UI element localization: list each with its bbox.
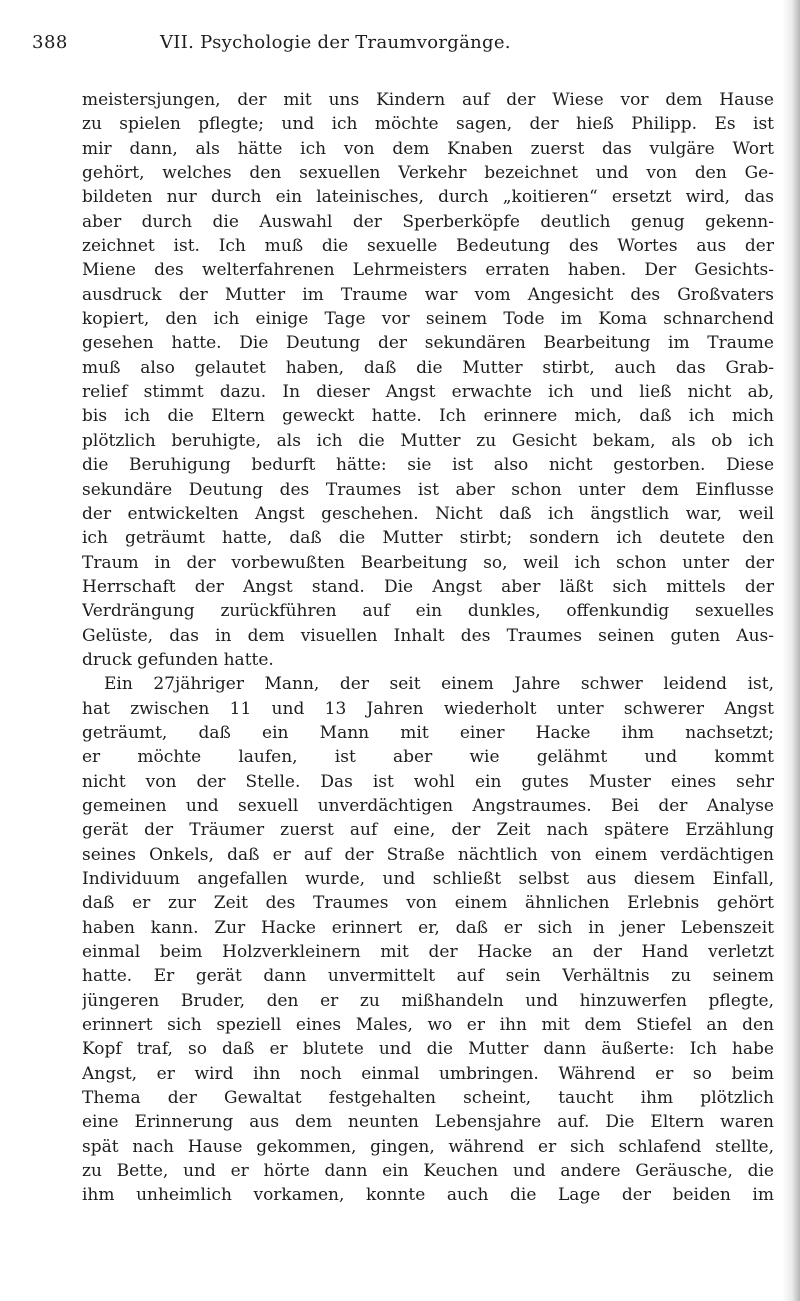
text-line: erinnert sich speziell eines Males, wo er ihn mit dem Stiefel an den — [82, 1015, 774, 1036]
text-line: plötzlich beruhigte, als ich die Mutter zu Gesicht bekam, als ob ich — [82, 430, 774, 451]
text-line: daß er zur Zeit des Traumes von einem ähnlichen Erlebnis gehört — [82, 893, 774, 914]
text-line: Verdrängung zurückführen auf ein dunkles, offenkundig sexuelles — [82, 601, 774, 622]
text-line: gehört, welches den sexuellen Verkehr bezeichnet und von den Ge- — [82, 163, 774, 184]
text-line: Kopf traf, so daß er blutete und die Mutter dann äußerte: Ich habe — [82, 1039, 774, 1060]
text-line: ich geträumt hatte, daß die Mutter stirbt; sondern ich deutete den — [82, 528, 774, 549]
text-line: kopiert, den ich einige Tage vor seinem Tode im Koma schnarchend — [82, 309, 774, 330]
text-line: Herrschaft der Angst stand. Die Angst aber läßt sich mittels der — [82, 576, 774, 597]
text-line: ausdruck der Mutter im Traume war vom Angesicht des Großvaters — [82, 284, 774, 305]
text-line: hatte. Er gerät dann unvermittelt auf sein Verhältnis zu seinem — [82, 966, 774, 987]
text-line: nicht von der Stelle. Das ist wohl ein gutes Muster eines sehr — [82, 771, 774, 792]
text-line: mir dann, als hätte ich von dem Knaben zuerst das vulgäre Wort — [82, 138, 774, 159]
text-line: gerät der Träumer zuerst auf eine, der Zeit nach spätere Erzählung — [82, 820, 774, 841]
text-line: er möchte laufen, ist aber wie gelähmt und kommt — [82, 747, 774, 768]
text-line: bildeten nur durch ein lateinisches, durch „koitieren“ ersetzt wird, das — [82, 187, 774, 208]
text-line: muß also gelautet haben, daß die Mutter stirbt, auch das Grab- — [82, 357, 774, 378]
text-line: zu Bette, und er hörte dann ein Keuchen und andere Geräusche, die — [82, 1161, 774, 1182]
text-line: Individuum angefallen wurde, und schließt selbst aus diesem Einfall, — [82, 869, 774, 889]
text-line: haben kann. Zur Hacke erinnert er, daß er sich in jener Lebenszeit — [82, 917, 774, 938]
text-line: hat zwischen 11 und 13 Jahren wiederholt unter schwerer Angst — [82, 698, 774, 719]
text-line: ihm unheimlich vorkamen, konnte auch die Lage der beiden im — [82, 1185, 774, 1206]
text-line: Traum in der vorbewußten Bearbeitung so, weil ich schon unter der — [82, 552, 774, 573]
text-line: bis ich die Eltern geweckt hatte. Ich erinnere mich, daß ich mich — [82, 406, 774, 427]
text-line: geträumt, daß ein Mann mit einer Hacke ihm nachsetzt; — [82, 722, 774, 743]
page-edge-shadow — [782, 0, 800, 1301]
body-text — [82, 88, 774, 1208]
text-line: gemeinen und sexuell unverdächtigen Angstraumes. Bei der Analyse — [82, 795, 774, 816]
text-line: spät nach Hause gekommen, gingen, während er sich schlafend stellte, — [82, 1136, 774, 1157]
text-line: druck gefunden hatte. — [82, 649, 274, 670]
text-line: meistersjungen, der mit uns Kindern auf der Wiese vor dem Hause — [82, 90, 774, 110]
text-line: zeichnet ist. Ich muß die sexuelle Bedeutung des Wortes aus der — [82, 236, 774, 257]
running-head: VII. Psychologie der Traumvorgänge. — [160, 32, 511, 53]
text-line: der entwickelten Angst geschehen. Nicht daß ich ängstlich war, weil — [82, 503, 774, 524]
page-number: 388 — [32, 32, 68, 53]
text-line: sekundäre Deutung des Traumes ist aber schon unter dem Einflusse — [82, 479, 774, 500]
text-line: gesehen hatte. Die Deutung der sekundären Bearbeitung im Traume — [82, 333, 774, 354]
text-line: aber durch die Auswahl der Sperberköpfe deutlich genug gekenn- — [82, 211, 774, 232]
text-line: Gelüste, das in dem visuellen Inhalt des Traumes seinen guten Aus- — [82, 625, 774, 646]
text-line: Ein 27jähriger Mann, der seit einem Jahre schwer leidend ist, — [104, 674, 774, 695]
text-line: Angst, er wird ihn noch einmal umbringen. Während er so beim — [82, 1063, 774, 1084]
text-line: eine Erinnerung aus dem neunten Lebensjahre auf. Die Eltern waren — [82, 1112, 774, 1133]
text-line: jüngeren Bruder, den er zu mißhandeln und hinzuwerfen pflegte, — [82, 990, 774, 1011]
text-line: zu spielen pflegte; und ich möchte sagen, der hieß Philipp. Es ist — [82, 114, 774, 135]
text-line: die Beruhigung bedurft hätte: sie ist also nicht gestorben. Diese — [82, 455, 774, 476]
text-line: relief stimmt dazu. In dieser Angst erwachte ich und ließ nicht ab, — [82, 382, 774, 403]
text-line: seines Onkels, daß er auf der Straße nächtlich von einem verdächtigen — [82, 844, 774, 865]
page-header — [32, 32, 780, 60]
text-line: Miene des welterfahrenen Lehrmeisters erraten haben. Der Gesichts- — [82, 260, 774, 281]
text-line: Thema der Gewaltat festgehalten scheint, taucht ihm plötzlich — [82, 1088, 774, 1109]
text-line: einmal beim Holzverkleinern mit der Hacke an der Hand verletzt — [82, 942, 774, 963]
